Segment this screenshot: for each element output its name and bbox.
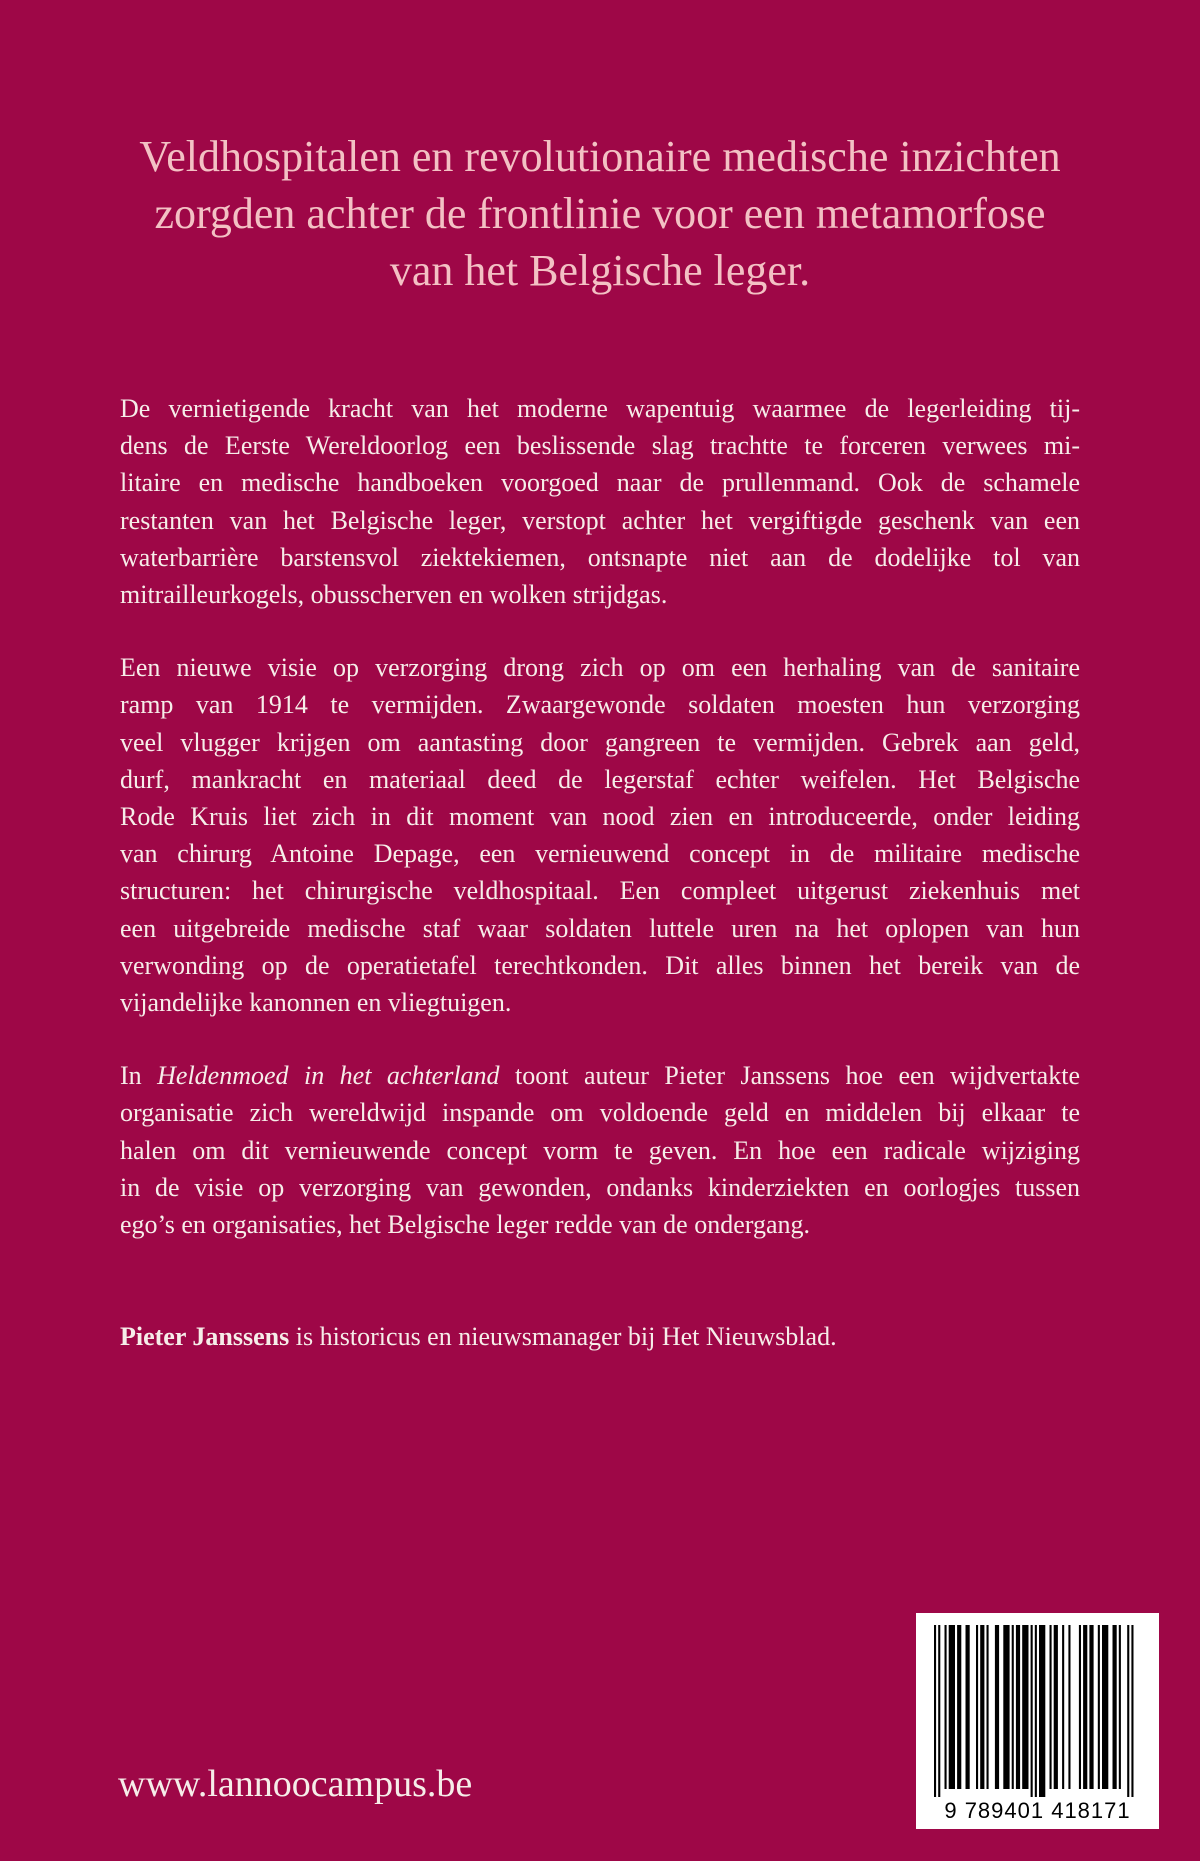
blurb-paragraph-1	[120, 390, 1080, 613]
text-line: ramp van 1914 te vermijden. Zwaargewonde soldaten moesten hun verzorging	[120, 690, 1080, 720]
author-name: Pieter Janssens	[120, 1322, 290, 1351]
barcode-bar	[934, 1625, 936, 1797]
tagline	[90, 128, 1110, 299]
text-line: organisatie zich wereldwijd inspande om voldoende geld en middelen bij elkaar te	[120, 1098, 1080, 1128]
barcode-bar	[1079, 1625, 1081, 1789]
barcode-bar	[1003, 1625, 1009, 1789]
text-line: durf, mankracht en materiaal deed de legerstaf echter weifelen. Het Belgische	[120, 764, 1080, 794]
blurb-body	[120, 390, 1080, 1279]
barcode-bar	[1098, 1625, 1100, 1789]
publisher-website: www.lannoocampus.be	[118, 1763, 473, 1805]
barcode-bar	[1012, 1625, 1014, 1789]
text-line: De vernietigende kracht van het moderne wapentuig waarmee de legerleiding tij-	[120, 394, 1080, 423]
text-line: van chirurg Antoine Depage, een vernieuwend concept in de militaire medische	[120, 839, 1080, 869]
barcode-bar	[987, 1625, 989, 1789]
text-line: litaire en medische handboeken voorgoed naar de prullenmand. Ook de schamele	[120, 468, 1080, 498]
text-line: structuren: het chirurgische veldhospitaal. Een compleet uitgerust ziekenhuis met	[120, 876, 1080, 906]
author-bio	[120, 1318, 837, 1355]
barcode-bar	[1068, 1625, 1070, 1789]
book-title: Heldenmoed in het achterland	[157, 1061, 500, 1091]
barcode-bar	[1119, 1625, 1121, 1789]
text-fragment: In	[120, 1061, 158, 1091]
text-line: dens de Eerste Wereldoorlog een beslissende slag trachtte te forceren verwees mi-	[120, 431, 1080, 461]
text-line: verwonding op de operatietafel terechtkonden. Dit alles binnen het bereik van de	[120, 950, 1080, 980]
barcode-bar	[995, 1625, 999, 1789]
barcode-bar	[1102, 1625, 1108, 1789]
barcode-bar	[966, 1625, 970, 1789]
text-line: een uitgebreide medische staf waar soldaten luttele uren na het oplopen van hun	[120, 913, 1080, 943]
barcode-bar	[945, 1625, 947, 1789]
tagline-line: zorgden achter de frontlinie voor een metamorfose	[154, 189, 1046, 238]
text-line: mitrailleurkogels, obusscherven en wolken strijdgas.	[120, 580, 668, 610]
text-fragment: toont auteur Pieter Janssens hoe een wijdvertakte	[499, 1061, 1080, 1091]
blurb-paragraph-3	[120, 1057, 1080, 1243]
text-line: Rode Kruis liet zich in dit moment van nood zien en introduceerde, onder leiding	[120, 802, 1080, 832]
barcode-bar	[1054, 1625, 1058, 1789]
barcode-bar	[1062, 1625, 1064, 1789]
barcode-bar	[1022, 1625, 1028, 1789]
barcode-bar	[1035, 1625, 1037, 1797]
barcode-bar	[1113, 1625, 1117, 1789]
text-line: halen om dit vernieuwende concept vorm te geven. En hoe een radicale wijziging	[120, 1135, 1080, 1165]
text-line: waterbarrière barstensvol ziektekiemen, ontsnapte niet aan de dodelijke tol van	[120, 542, 1080, 572]
tagline-line: van het Belgische leger.	[389, 246, 811, 295]
barcode-bar	[949, 1625, 955, 1789]
text-line: veel vlugger krijgen om aantasting door gangreen te vermijden. Gebrek aan geld,	[120, 727, 1080, 757]
barcode-bar	[1050, 1625, 1052, 1789]
text-line: restanten van het Belgische leger, verstopt achter het vergiftigde geschenk van een	[120, 505, 1080, 535]
barcode-bar	[957, 1625, 961, 1789]
barcode-bar	[1016, 1625, 1020, 1789]
text-line: in de visie op verzorging van gewonden, ondanks kinderziekten en oorlogjes tussen	[120, 1172, 1080, 1202]
barcode-bar	[1131, 1625, 1133, 1797]
barcode-bar	[1127, 1625, 1129, 1797]
isbn-barcode	[916, 1613, 1159, 1829]
isbn-number: 9 789401 418171	[944, 1798, 1131, 1823]
text-line: Een nieuwe visie op verzorging drong zich op om een herhaling van de sanitaire	[120, 653, 1080, 683]
author-bio-text: is historicus en nieuwsmanager bij Het Nieuwsblad.	[289, 1322, 837, 1351]
text-line	[120, 1057, 1080, 1094]
barcode-bar	[1083, 1625, 1087, 1789]
barcode-bar	[1089, 1625, 1093, 1789]
blurb-paragraph-2	[120, 649, 1080, 1021]
barcode-bar	[1031, 1625, 1033, 1797]
tagline-line: Veldhospitalen en revolutionaire medische inzichten	[139, 132, 1061, 181]
text-line: ego’s en organisaties, het Belgische leger redde van de ondergang.	[120, 1210, 810, 1240]
barcode-bars	[916, 1613, 1159, 1799]
barcode-bar	[1039, 1625, 1045, 1797]
barcode-bar	[976, 1625, 978, 1789]
barcode-bar	[938, 1625, 940, 1797]
barcode-bar	[980, 1625, 984, 1789]
text-line: vijandelijke kanonnen en vliegtuigen.	[120, 988, 512, 1018]
